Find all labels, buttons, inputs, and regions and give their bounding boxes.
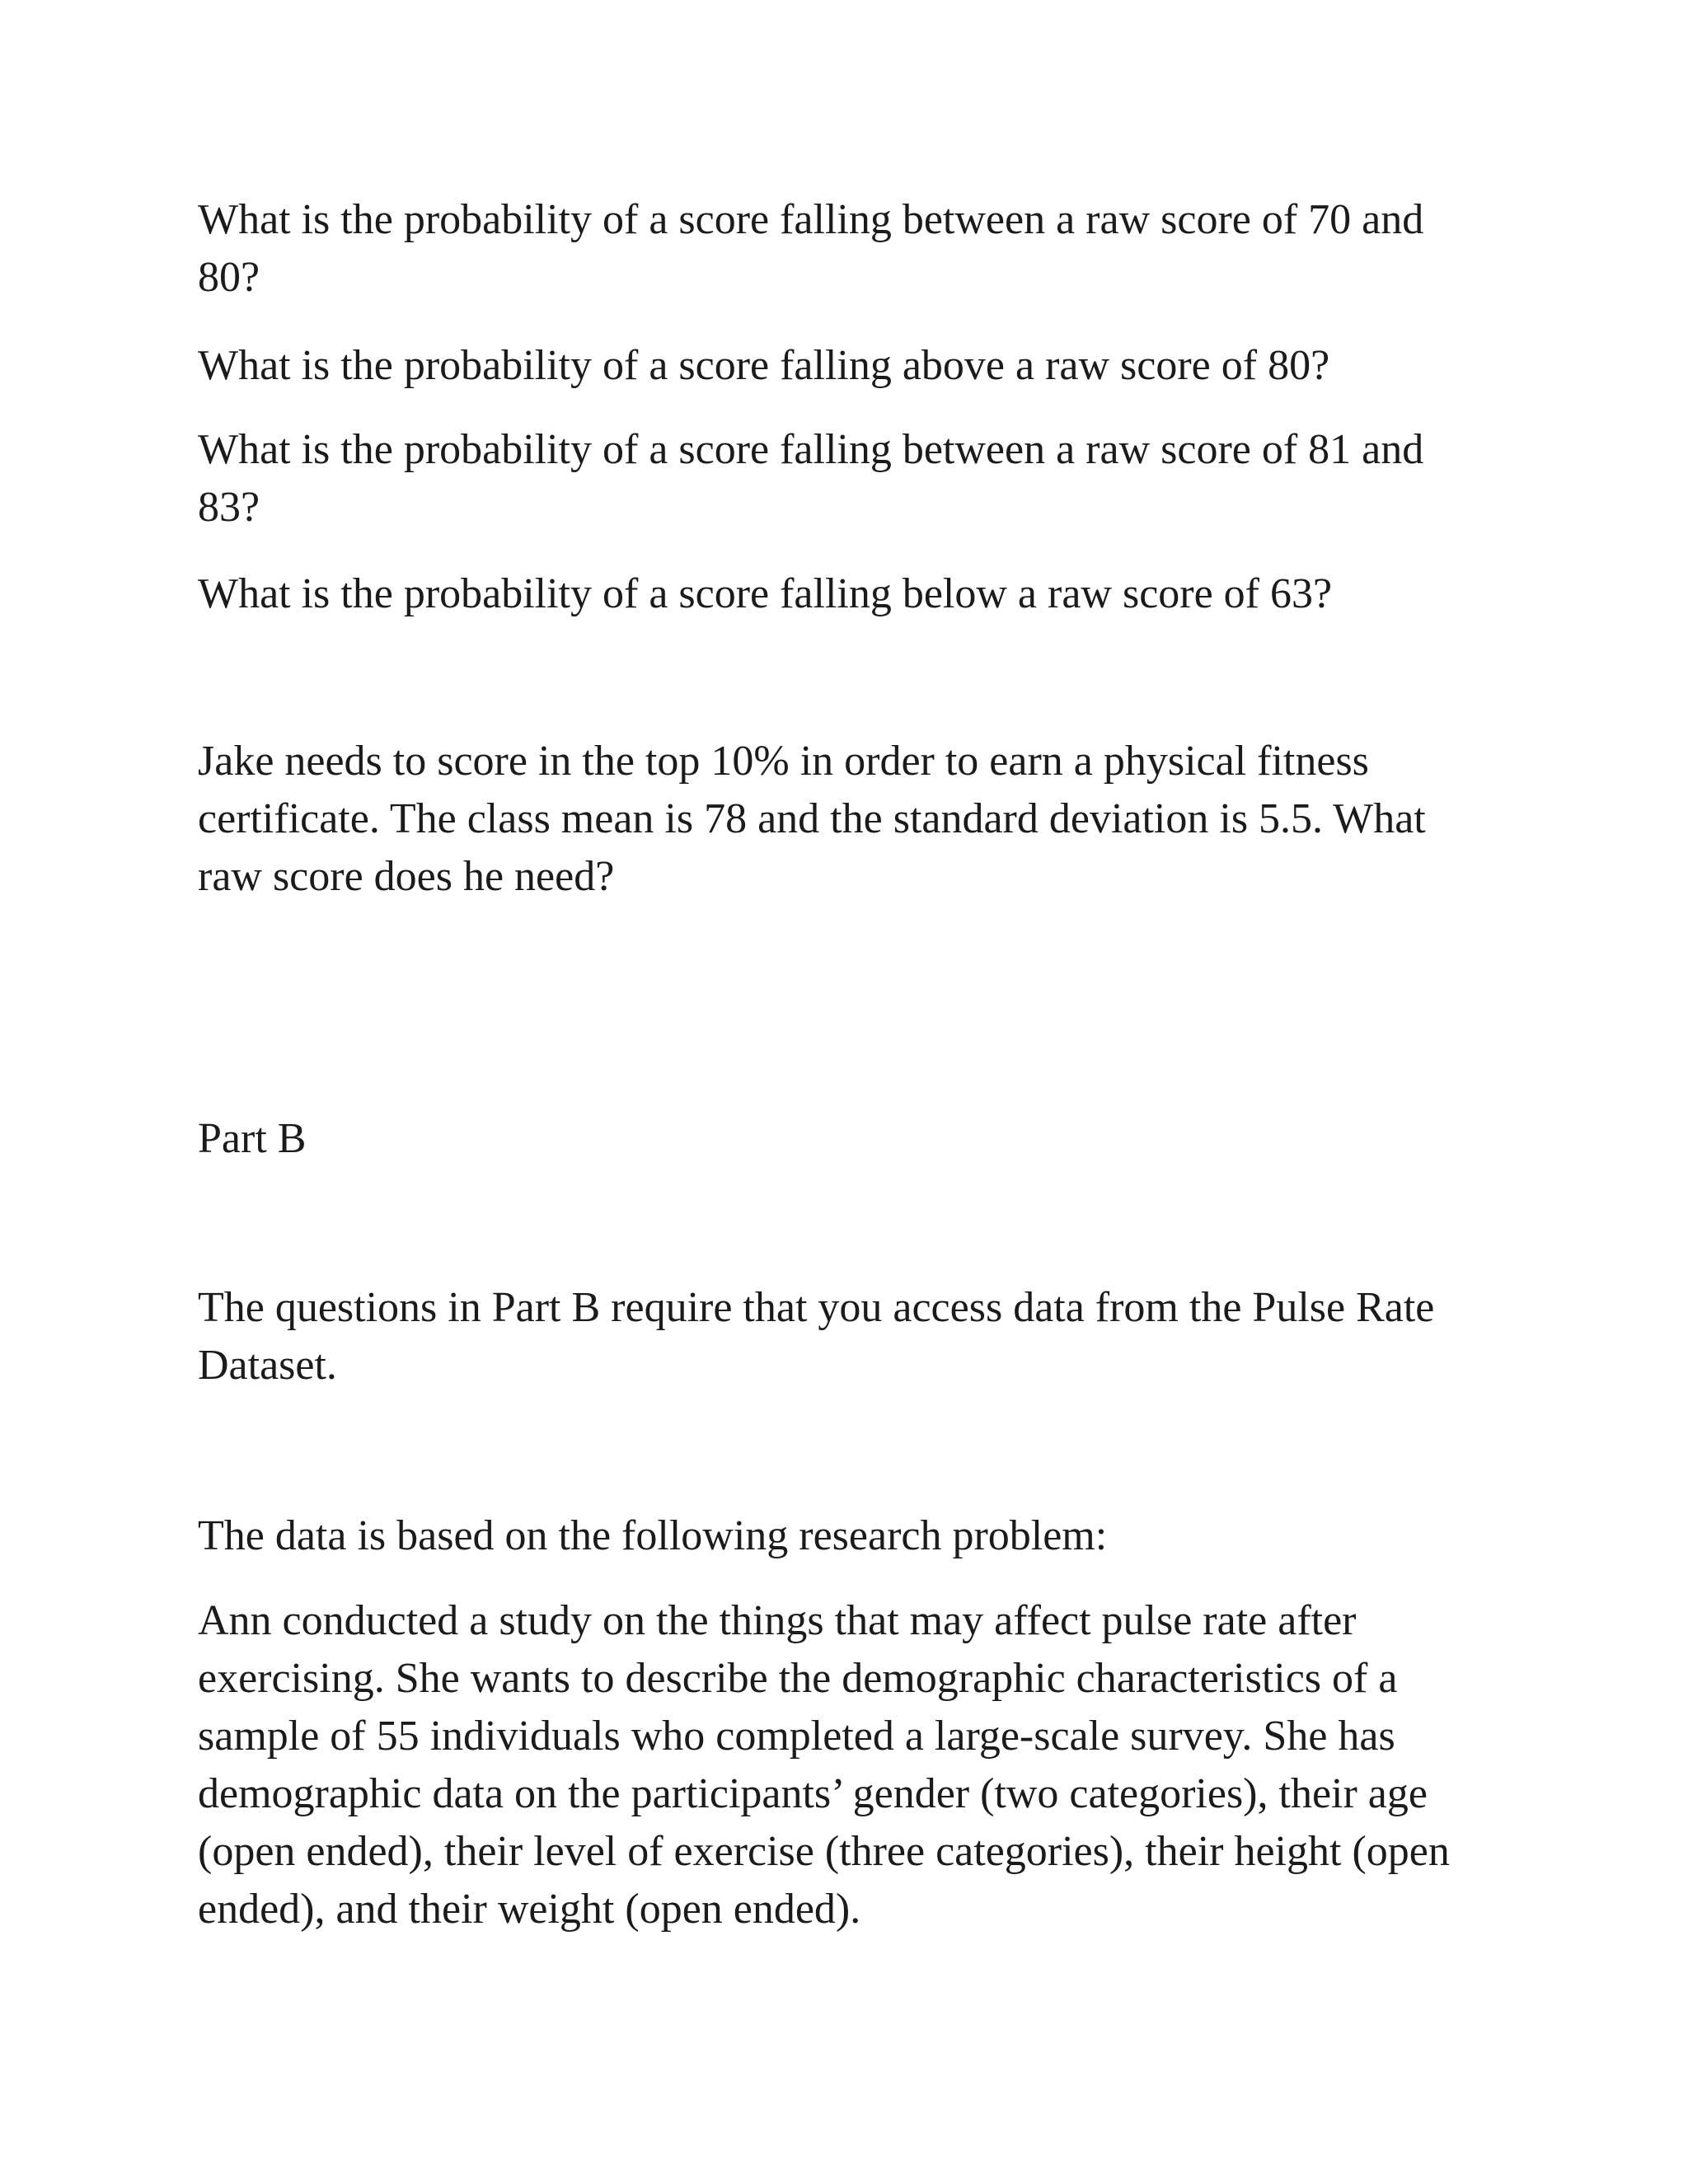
question-probability-above-80: What is the probability of a score falling above a raw score of 80? [198, 342, 1330, 389]
jake-fitness-problem: Jake needs to score in the top 10% in order to earn a physical fitness certificate. The class mean is 78 and the standard deviation is 5.5. What raw score does he need? [198, 738, 1426, 900]
part-b-heading: Part B [198, 1115, 307, 1162]
question-probability-81-83: What is the probability of a score falling between a raw score of 81 and 83? [198, 426, 1424, 531]
part-b-intro: The questions in Part B require that you access data from the Pulse Rate Dataset. [198, 1284, 1435, 1389]
research-problem-lead: The data is based on the following research problem: [198, 1512, 1108, 1559]
research-problem-paragraph: Ann conducted a study on the things that may affect pulse rate after exercising. She wants to describe the demographic characteristics of a sample of 55 individuals who completed a large-scale survey. She has demographic data on the participants’ gender (two categories), their age (open ended), their level of exercise (three categories), their height (open ended), and their weight (open ended). [198, 1597, 1450, 1933]
question-probability-70-80: What is the probability of a score falling between a raw score of 70 and 80? [198, 196, 1424, 301]
question-probability-below-63: What is the probability of a score falling below a raw score of 63? [198, 570, 1333, 617]
